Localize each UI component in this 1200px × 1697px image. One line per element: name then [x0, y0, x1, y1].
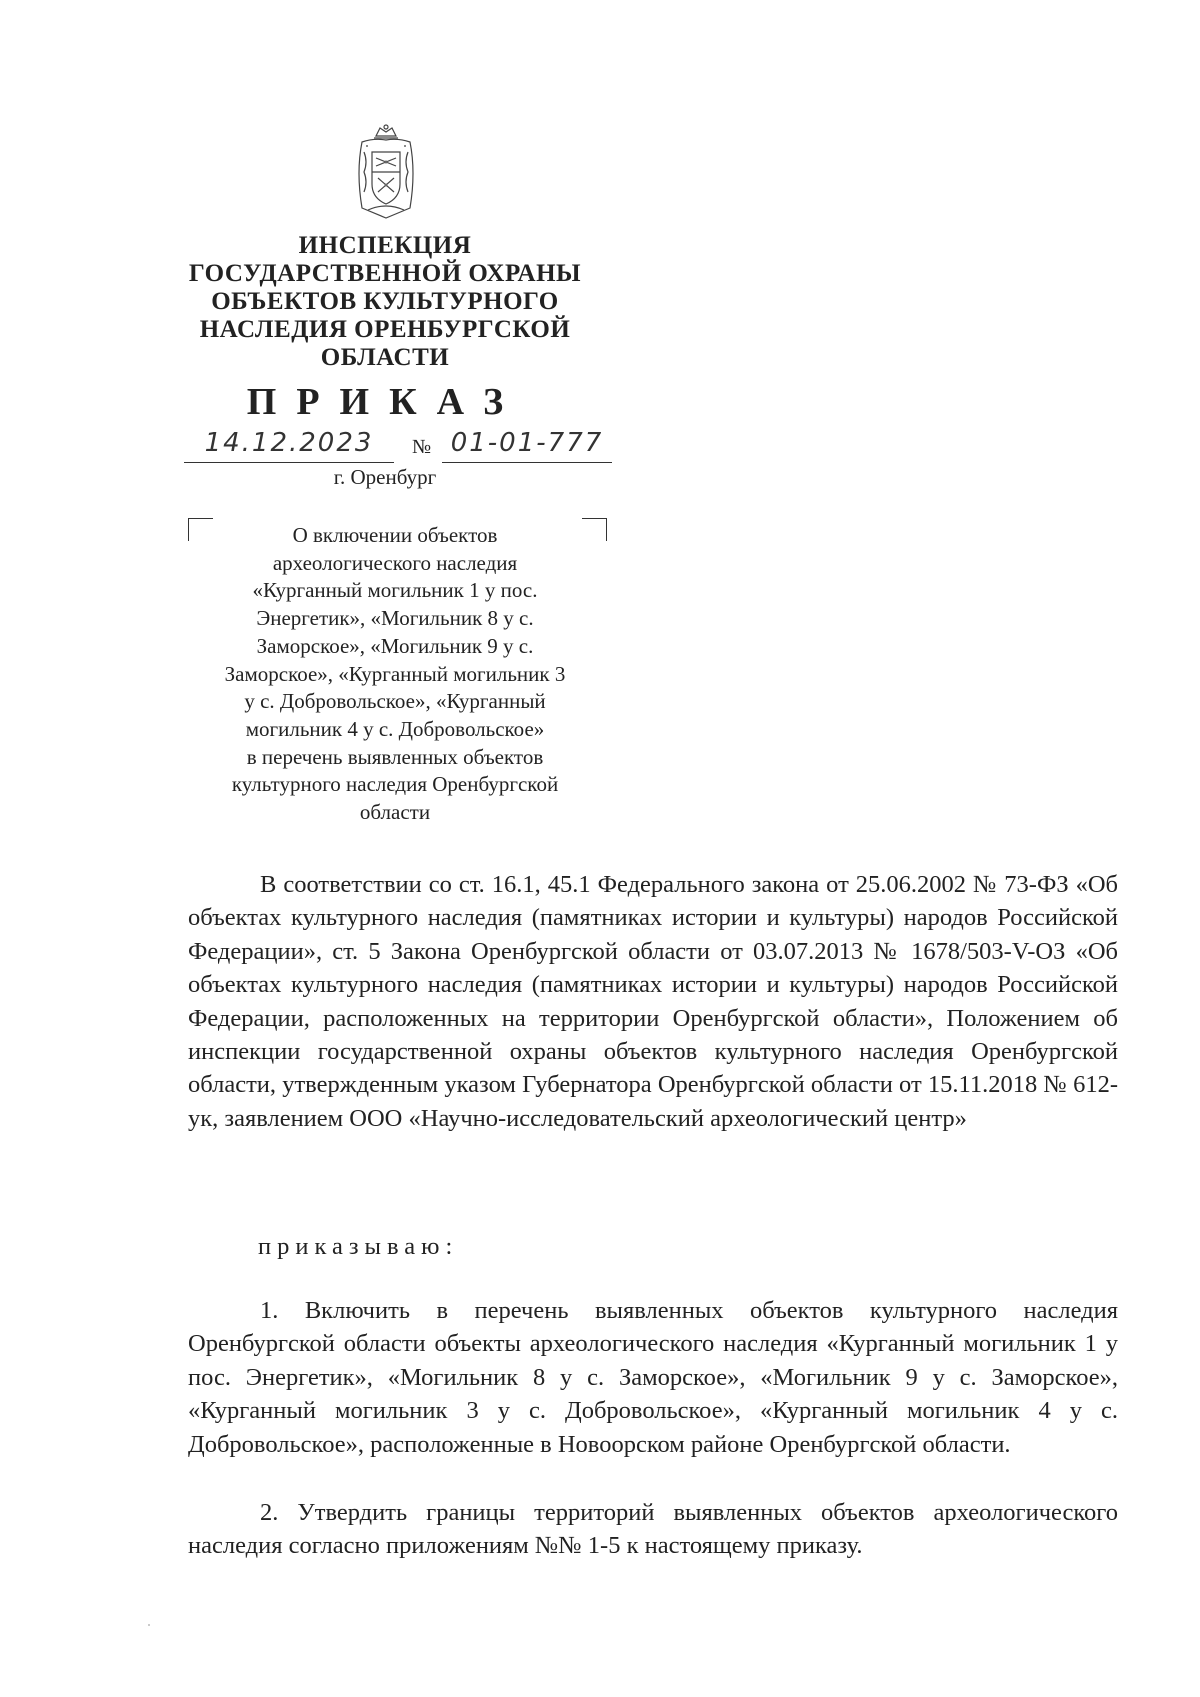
organization-name [170, 232, 600, 372]
preamble-paragraph: В соответствии со ст. 16.1, 45.1 Федерального закона от 25.06.2002 № 73-ФЗ «Об объектах культурного наследия (памятниках истории и культуры) народов Российской Федерации», ст. 5 Закона Оренбургской области от 03.07.2013 № 1678/503-V-ОЗ «Об объектах культурного наследия (памятниках истории и культуры) народов Российской Федерации, расположенных на территории Оренбургской области», Положением об инспекции государственной охраны объектов культурного наследия Оренбургской области, утвержденным указом Губернатора Оренбургской области от 15.11.2018 № 612-ук, заявлением ООО «Научно-исследовательский археологический центр» [188, 871, 1118, 1132]
date-number-line [180, 428, 610, 468]
subject-line: культурного наследия Оренбургской [231, 772, 559, 797]
coat-of-arms-emblem-icon [346, 122, 426, 222]
subject-line: у с. Добровольское», «Курганный [244, 689, 546, 714]
org-line: ГОСУДАРСТВЕННОЙ ОХРАНЫ [188, 260, 582, 287]
handwritten-date: 14.12.2023 [204, 428, 374, 458]
org-line: ОБЛАСТИ [320, 344, 450, 371]
document-subject [180, 522, 610, 827]
org-line: НАСЛЕДИЯ ОРЕНБУРГСКОЙ [199, 316, 571, 343]
org-line: ИНСПЕКЦИЯ [298, 232, 472, 259]
subject-line: О включении объектов [292, 523, 498, 547]
city-name: г. Оренбург [333, 465, 437, 489]
subject-line: области [359, 800, 431, 825]
subject-line: в перечень выявленных объектов [246, 744, 544, 769]
date-underline [184, 462, 394, 463]
number-underline [442, 462, 612, 463]
subject-line: могильник 4 у с. Добровольское» [245, 716, 545, 741]
subject-line: Заморское», «Могильник 9 у с. [256, 633, 534, 658]
subject-line: «Курганный могильник 1 у пос. [252, 578, 538, 603]
document-title: ПРИКАЗ [246, 381, 524, 423]
subject-line: археологического наследия [272, 550, 518, 575]
org-line: ОБЪЕКТОВ КУЛЬТУРНОГО [211, 288, 559, 315]
order-word: приказываю: [258, 1233, 459, 1260]
subject-line: Заморское», «Курганный могильник 3 [224, 661, 566, 686]
order-item-2: 2. Утвердить границы территорий выявленных объектов археологического наследия согласно приложениям №№ 1-5 к настоящему приказу. [188, 1499, 1118, 1560]
subject-line: Энергетик», «Могильник 8 у с. [256, 606, 534, 631]
order-item-1: 1. Включить в перечень выявленных объектов культурного наследия Оренбургской области объекты археологического наследия «Курганный могильник 1 у пос. Энергетик», «Могильник 8 у с. Заморское», «Могильник 9 у с. Заморское», «Курганный могильник 3 у с. Добровольское», «Курганный могильник 4 у с. Добровольское», расположенные в Новоорском районе Оренбургской области. [188, 1297, 1118, 1458]
number-sign: № [412, 436, 432, 458]
handwritten-number: 01-01-777 [450, 428, 604, 458]
scan-speck [148, 1624, 150, 1626]
